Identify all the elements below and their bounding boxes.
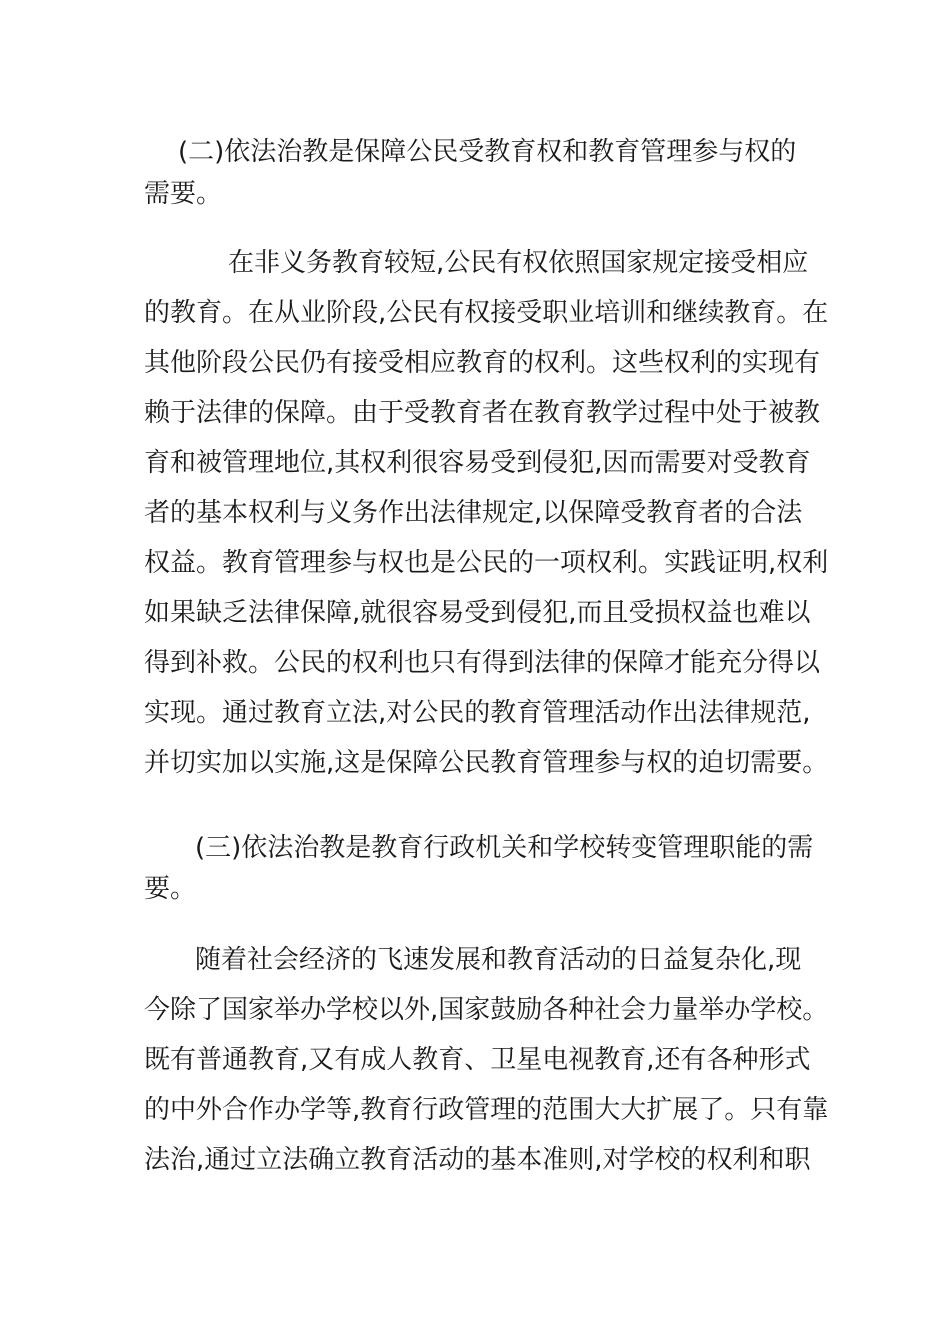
section3-body-line3: 既有普通教育,又有成人教育、卫星电视教育,还有各种形式 (144, 1045, 811, 1075)
section2-body-line1: 在非义务教育较短,公民有权依照国家规定接受相应 (228, 248, 809, 278)
section2-body-line7: 权益。教育管理参与权也是公民的一项权利。实践证明,权利 (144, 548, 829, 578)
section3-body-line4: 的中外合作办学等,教育行政管理的范围大大扩展了。只有靠 (144, 1095, 829, 1125)
section2-body-line6: 者的基本权利与义务作出法律规定,以保障受教育者的合法 (144, 498, 803, 528)
section2-body-line11: 并切实加以实施,这是保障公民教育管理参与权的迫切需要。 (144, 748, 829, 778)
section2-heading-line1: (二)依法治教是保障公民受教育权和教育管理参与权的 (178, 137, 797, 167)
section2-body-line9: 得到补救。公民的权利也只有得到法律的保障才能充分得以 (144, 648, 821, 678)
section2-body-line5: 育和被管理地位,其权利很容易受到侵犯,因而需要对受教育 (144, 448, 811, 478)
section2-body-line3: 其他阶段公民仍有接受相应教育的权利。这些权利的实现有 (144, 348, 821, 378)
section2-heading-line2: 需要。 (144, 179, 223, 209)
section3-heading-line1: (三)依法治教是教育行政机关和学校转变管理职能的需 (195, 833, 814, 863)
section3-heading-line2: 要。 (144, 874, 197, 904)
section2-body-line2: 的教育。在从业阶段,公民有权接受职业培训和继续教育。在 (144, 298, 829, 328)
section2-body-line4: 赖于法律的保障。由于受教育者在教育教学过程中处于被教 (144, 398, 821, 428)
section2-body-line10: 实现。通过教育立法,对公民的教育管理活动作出法律规范, (144, 698, 811, 728)
section3-body-line5: 法治,通过立法确立教育活动的基本准则,对学校的权利和职 (144, 1145, 811, 1175)
section3-body-line2: 今除了国家举办学校以外,国家鼓励各种社会力量举办学校。 (144, 995, 829, 1025)
section3-body-line1: 随着社会经济的飞速发展和教育活动的日益复杂化,现 (195, 945, 802, 975)
section2-body-line8: 如果缺乏法律保障,就很容易受到侵犯,而且受损权益也难以 (144, 598, 811, 628)
